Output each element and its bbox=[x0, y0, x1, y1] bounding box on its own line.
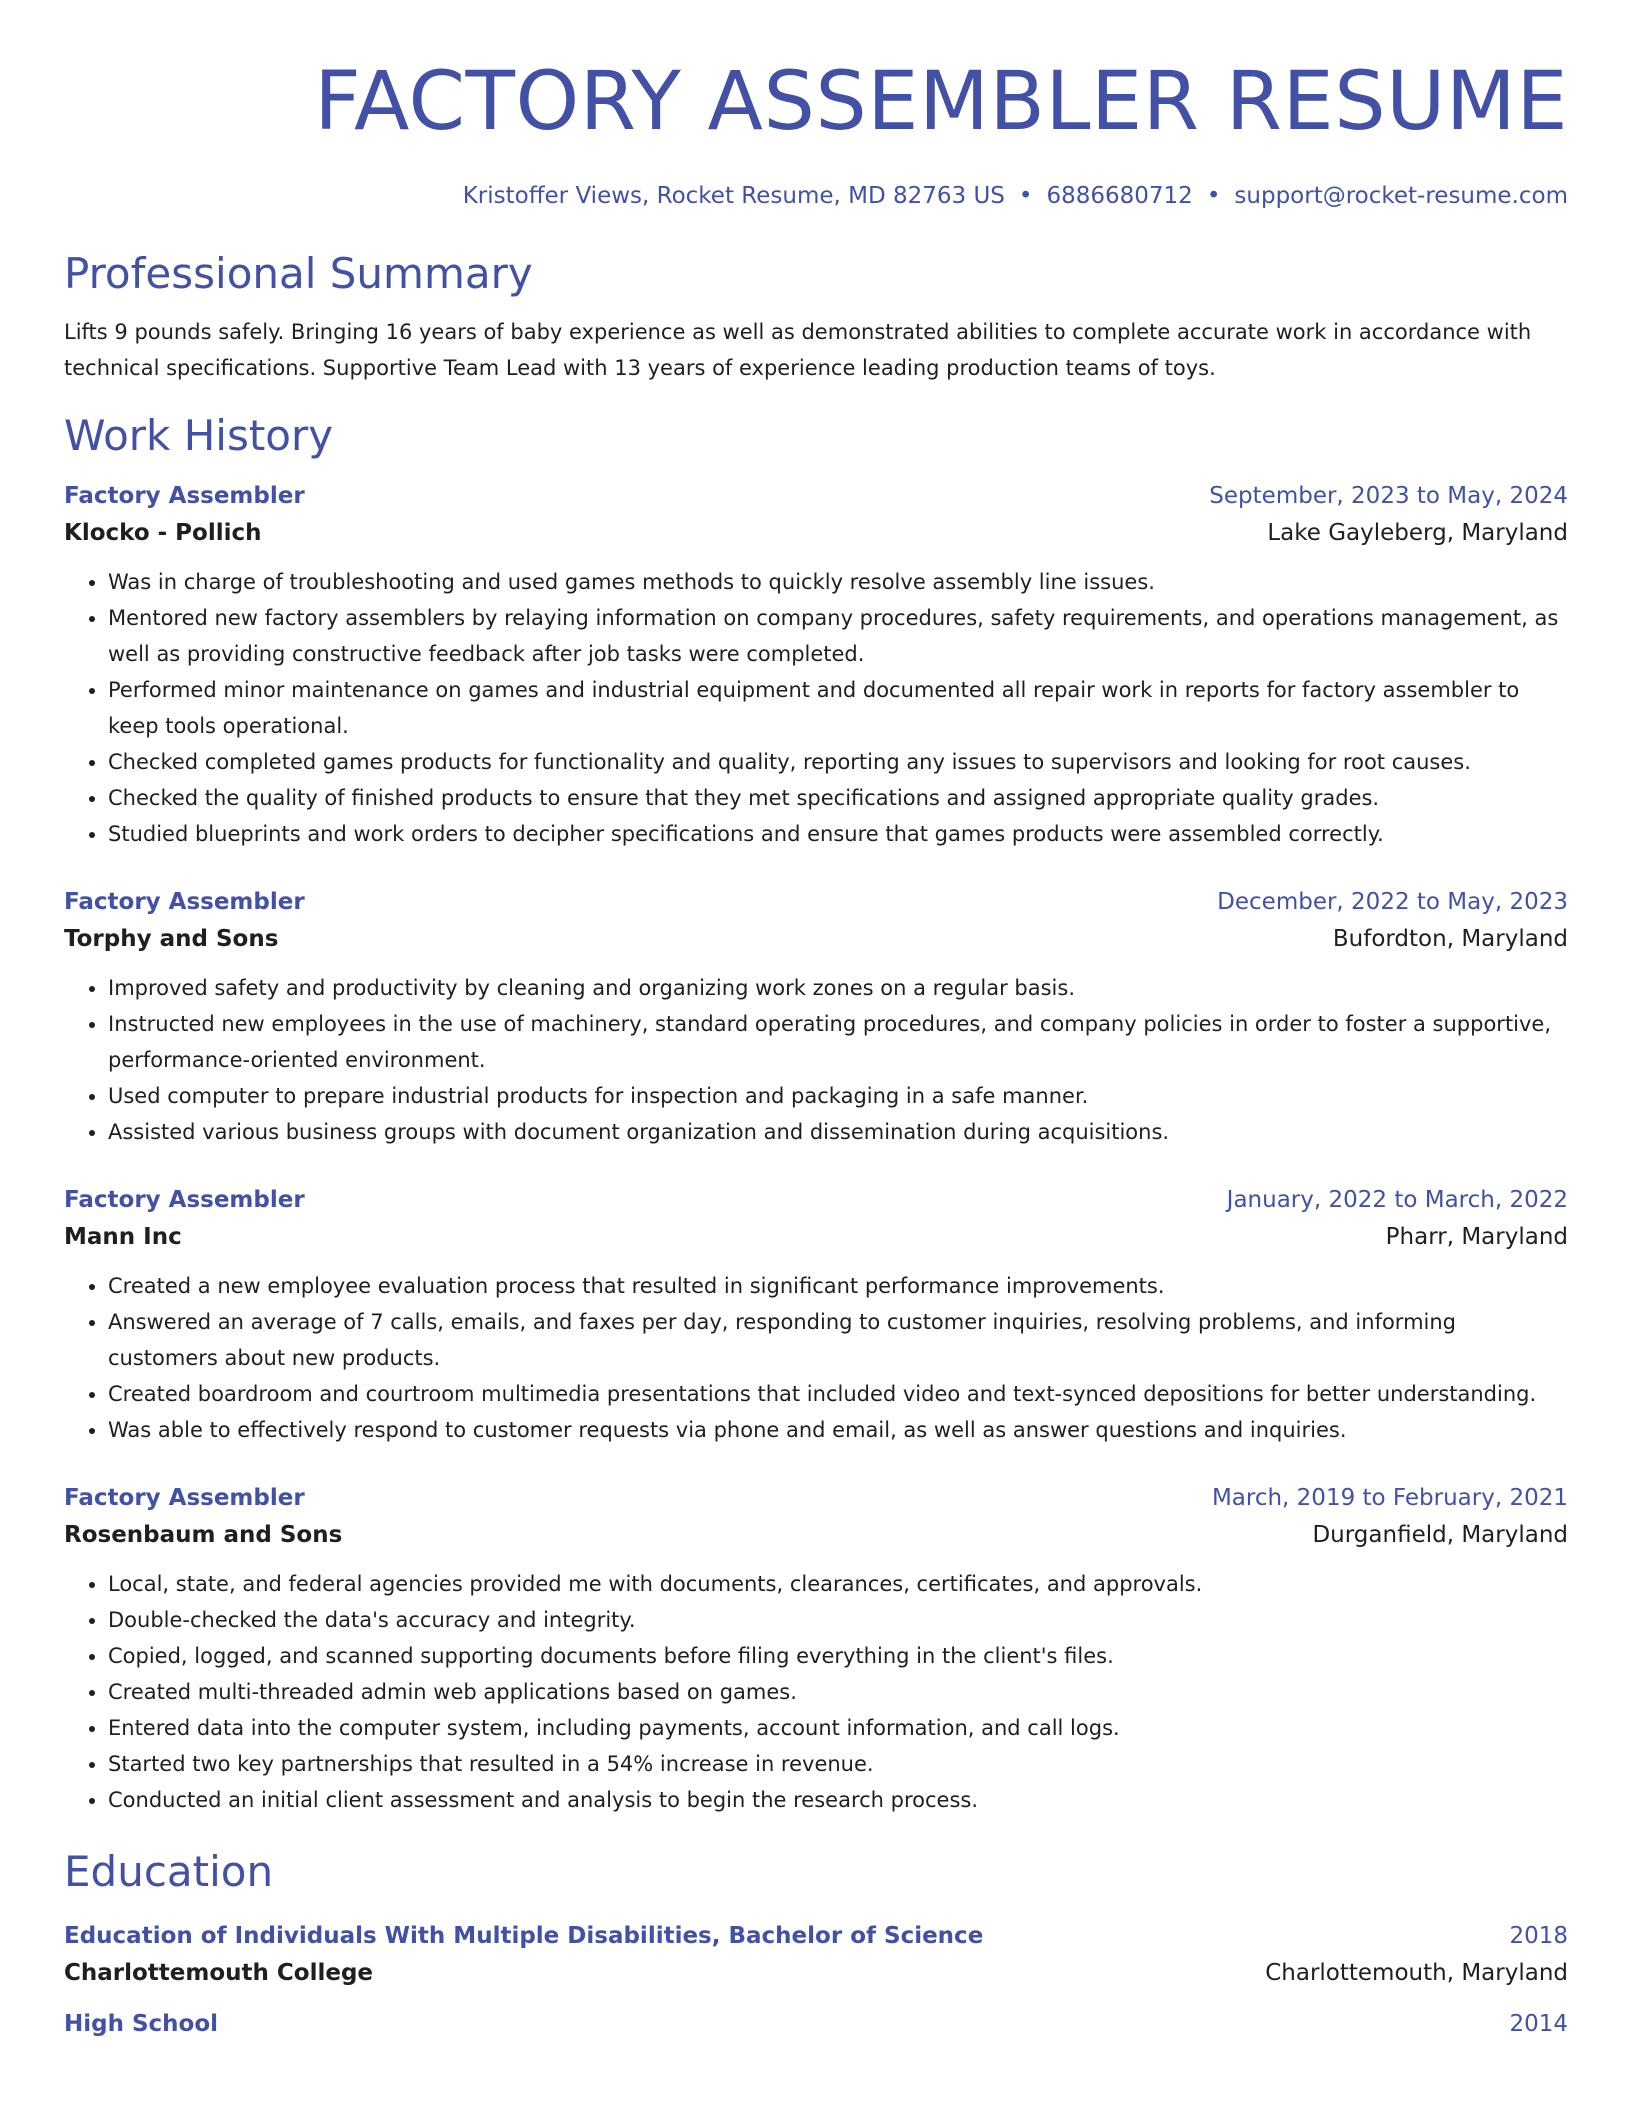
contact-email: support@rocket-resume.com bbox=[1234, 183, 1568, 209]
job-bullet: • Entered data into the computer system, including payments, account information, and call logs. bbox=[108, 1710, 1568, 1746]
job-company: Rosenbaum and Sons bbox=[64, 1522, 343, 1548]
job-bullet: • Created multi-threaded admin web applications based on games. bbox=[108, 1674, 1568, 1710]
contact-phone: 6886680712 bbox=[1046, 183, 1193, 209]
job-bullet: • Improved safety and productivity by cleaning and organizing work zones on a regular basis. bbox=[108, 970, 1568, 1006]
education-degree-row bbox=[64, 1918, 1568, 1954]
education-entry bbox=[64, 2006, 1568, 2042]
education-year: 2014 bbox=[1509, 2011, 1568, 2037]
job-bullet: • Copied, logged, and scanned supporting documents before filing everything in the client's files. bbox=[108, 1638, 1568, 1674]
education-year: 2018 bbox=[1509, 1923, 1568, 1949]
job-bullet: • Instructed new employees in the use of machinery, standard operating procedures, and company policies in order to foster a supportive, performance-oriented environment. bbox=[108, 1006, 1568, 1078]
job-bullet: • Mentored new factory assemblers by relaying information on company procedures, safety requirements, and operations management, as well as providing constructive feedback after job tasks were completed. bbox=[108, 600, 1568, 672]
job-bullet: • Conducted an initial client assessment and analysis to begin the research process. bbox=[108, 1782, 1568, 1818]
education-school-row bbox=[64, 1954, 1568, 1992]
job-dates: September, 2023 to May, 2024 bbox=[1209, 483, 1568, 509]
job-bullet: • Local, state, and federal agencies provided me with documents, clearances, certificates, and approvals. bbox=[108, 1566, 1568, 1602]
job-bullet: • Checked the quality of finished products to ensure that they met specifications and assigned appropriate quality grades. bbox=[108, 780, 1568, 816]
education-degree: Education of Individuals With Multiple Disabilities, Bachelor of Science bbox=[64, 1923, 984, 1949]
job-bullet: • Performed minor maintenance on games and industrial equipment and documented all repair work in reports for factory assembler to keep tools operational. bbox=[108, 672, 1568, 744]
work-history-list bbox=[64, 478, 1568, 1818]
education-location: Charlottemouth, Maryland bbox=[1265, 1960, 1568, 1986]
job-bullet: • Assisted various business groups with document organization and dissemination during acquisitions. bbox=[108, 1114, 1568, 1150]
education-list bbox=[64, 1918, 1568, 2042]
job-bullet: • Answered an average of 7 calls, emails, and faxes per day, responding to customer inquiries, resolving problems, and informing customers about new products. bbox=[108, 1304, 1568, 1376]
contact-separator: • bbox=[1206, 183, 1221, 209]
resume-header bbox=[64, 0, 1568, 212]
job-location: Durganfield, Maryland bbox=[1312, 1522, 1568, 1548]
job-entry bbox=[64, 1480, 1568, 1818]
summary-text: Lifts 9 pounds safely. Bringing 16 years of baby experience as well as demonstrated abilities to complete accurate work in accordance with technical specifications. Supportive Team Lead with 13 years of experience leading production teams of toys. bbox=[64, 320, 1532, 380]
job-entry bbox=[64, 884, 1568, 1150]
summary-heading: Professional Summary bbox=[64, 249, 533, 298]
resume-title: FACTORY ASSEMBLER RESUME bbox=[314, 55, 1568, 149]
work-history-heading: Work History bbox=[64, 411, 334, 460]
job-entry bbox=[64, 1182, 1568, 1448]
education-degree-row bbox=[64, 2006, 1568, 2042]
job-location: Lake Gayleberg, Maryland bbox=[1267, 520, 1568, 546]
job-bullet: • Checked completed games products for functionality and quality, reporting any issues to supervisors and looking for root causes. bbox=[108, 744, 1568, 780]
job-bullet: • Was able to effectively respond to customer requests via phone and email, as well as answer questions and inquiries. bbox=[108, 1412, 1568, 1448]
job-company-row bbox=[64, 1218, 1568, 1256]
job-location: Pharr, Maryland bbox=[1385, 1224, 1568, 1250]
contact-address: Kristoffer Views, Rocket Resume, MD 82763 US bbox=[462, 183, 1005, 209]
job-title-row bbox=[64, 478, 1568, 514]
job-company: Klocko - Pollich bbox=[64, 520, 262, 546]
job-company: Mann Inc bbox=[64, 1224, 182, 1250]
job-company-row bbox=[64, 920, 1568, 958]
contact-line bbox=[64, 180, 1568, 212]
job-bullets bbox=[64, 970, 1568, 1150]
education-school: Charlottemouth College bbox=[64, 1960, 374, 1986]
job-bullet: • Double-checked the data's accuracy and integrity. bbox=[108, 1602, 1568, 1638]
job-company-row bbox=[64, 1516, 1568, 1554]
job-title: Factory Assembler bbox=[64, 1187, 305, 1213]
job-title: Factory Assembler bbox=[64, 1485, 305, 1511]
job-title-row bbox=[64, 1182, 1568, 1218]
contact-separator: • bbox=[1018, 183, 1033, 209]
job-location: Bufordton, Maryland bbox=[1332, 926, 1568, 952]
job-bullets bbox=[64, 564, 1568, 852]
job-title: Factory Assembler bbox=[64, 483, 305, 509]
job-dates: December, 2022 to May, 2023 bbox=[1217, 889, 1568, 915]
job-title-row bbox=[64, 884, 1568, 920]
job-bullet: • Studied blueprints and work orders to decipher specifications and ensure that games products were assembled correctly. bbox=[108, 816, 1568, 852]
job-company-row bbox=[64, 514, 1568, 552]
job-bullet: • Created boardroom and courtroom multimedia presentations that included video and text-synced depositions for better understanding. bbox=[108, 1376, 1568, 1412]
education-entry bbox=[64, 1918, 1568, 1992]
job-bullet: • Used computer to prepare industrial products for inspection and packaging in a safe manner. bbox=[108, 1078, 1568, 1114]
job-company: Torphy and Sons bbox=[64, 926, 279, 952]
job-bullets bbox=[64, 1268, 1568, 1448]
education-heading: Education bbox=[64, 1847, 274, 1896]
job-bullet: • Created a new employee evaluation process that resulted in significant performance improvements. bbox=[108, 1268, 1568, 1304]
job-bullet: • Was in charge of troubleshooting and used games methods to quickly resolve assembly line issues. bbox=[108, 564, 1568, 600]
job-title: Factory Assembler bbox=[64, 889, 305, 915]
job-bullet: • Started two key partnerships that resulted in a 54% increase in revenue. bbox=[108, 1746, 1568, 1782]
job-title-row bbox=[64, 1480, 1568, 1516]
education-degree: High School bbox=[64, 2011, 219, 2037]
job-dates: January, 2022 to March, 2022 bbox=[1226, 1187, 1568, 1213]
job-dates: March, 2019 to February, 2021 bbox=[1211, 1485, 1568, 1511]
job-entry bbox=[64, 478, 1568, 852]
job-bullets bbox=[64, 1566, 1568, 1818]
